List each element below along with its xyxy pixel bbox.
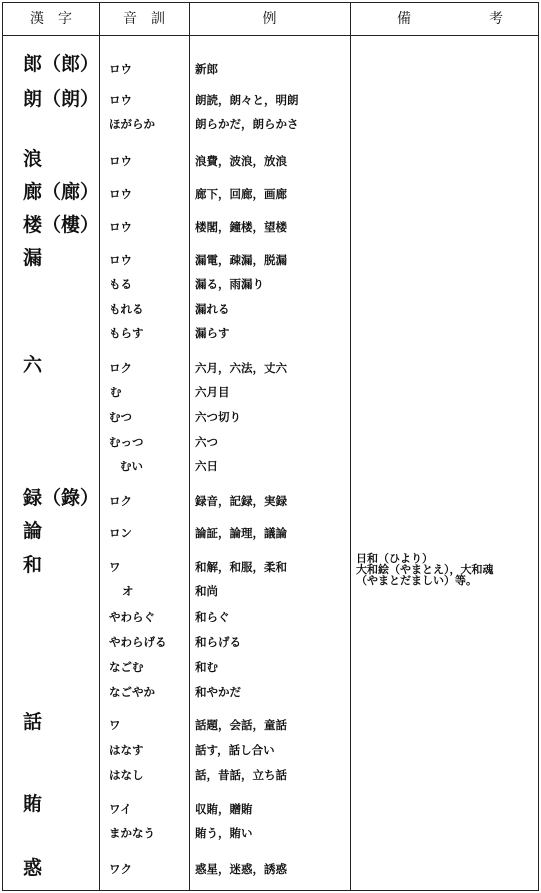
kanji-cell: 楼（樓） <box>23 214 100 236</box>
kanji-table <box>2 2 539 891</box>
example-cell: 話す，話し合い <box>195 743 275 757</box>
reading-cell: もれる <box>109 302 144 316</box>
reading-cell: はなし <box>109 768 144 782</box>
reading-cell: もらす <box>109 326 144 340</box>
example-cell: 賄う，賄い <box>195 826 253 840</box>
reading-cell: ロウ <box>109 187 132 201</box>
example-cell: 朗読，朗々と，明朗 <box>195 93 299 107</box>
kanji-cell: 録（錄） <box>23 487 100 509</box>
remarks-line: 日和（ひより） <box>356 552 433 565</box>
example-cell: 惑星，迷惑，誘惑 <box>195 862 287 876</box>
reading-cell: ロウ <box>109 253 132 267</box>
reading-cell: ロウ <box>109 220 132 234</box>
example-cell: 話，昔話，立ち話 <box>195 768 287 782</box>
example-cell: 漏らす <box>195 326 230 340</box>
column-divider <box>350 3 351 890</box>
example-cell: 新郎 <box>195 62 218 76</box>
remarks-line: 大和絵（やまとえ），大和魂 <box>356 563 494 576</box>
example-cell: 漏電，疎漏，脱漏 <box>195 253 287 267</box>
header-divider <box>3 35 538 36</box>
reading-cell: ワ <box>109 560 121 574</box>
example-cell: 六つ切り <box>195 410 241 424</box>
reading-cell: なごむ <box>109 660 144 674</box>
kanji-cell: 浪 <box>23 148 43 170</box>
reading-cell: ロウ <box>109 93 132 107</box>
reading-cell: やわらげる <box>109 635 167 649</box>
example-cell: 朗らかだ，朗らかさ <box>195 117 299 131</box>
header-onkun: 音 訓 <box>123 11 165 27</box>
example-cell: 和らぐ <box>195 610 230 624</box>
reading-cell: オ <box>122 584 134 598</box>
example-cell: 六月，六法，丈六 <box>195 361 287 375</box>
reading-cell: ロウ <box>109 154 132 168</box>
reading-cell: ワイ <box>109 802 132 816</box>
kanji-cell: 惑 <box>23 857 43 879</box>
example-cell: 楼閣，鐘楼，望楼 <box>195 220 287 234</box>
reading-cell: ワク <box>109 862 132 876</box>
kanji-cell: 論 <box>23 520 43 542</box>
example-cell: 和解，和服，柔和 <box>195 560 287 574</box>
kanji-cell: 廊（廊） <box>23 181 100 203</box>
example-cell: 論証，論理，議論 <box>195 526 287 540</box>
reading-cell: もる <box>109 277 132 291</box>
header-example: 例 <box>262 11 277 27</box>
example-cell: 浪費，波浪，放浪 <box>195 154 287 168</box>
reading-cell: ほがらか <box>109 117 155 131</box>
example-cell: 廊下，回廊，画廊 <box>195 187 287 201</box>
header-remarks-2: 考 <box>489 11 503 27</box>
column-divider <box>189 3 190 890</box>
example-cell: 収賄，贈賄 <box>195 802 253 816</box>
reading-cell: やわらぐ <box>109 610 155 624</box>
kanji-cell: 話 <box>23 711 43 733</box>
example-cell: 漏る，雨漏り <box>195 277 264 291</box>
example-cell: 和らげる <box>195 635 241 649</box>
kanji-cell: 郎（郎） <box>23 53 100 75</box>
kanji-cell: 六 <box>23 354 43 376</box>
remarks-wa <box>356 553 494 586</box>
kanji-cell: 朗（朗） <box>23 88 100 110</box>
column-divider <box>99 3 100 890</box>
reading-cell: むっつ <box>109 435 144 449</box>
example-cell: 六つ <box>195 435 218 449</box>
example-cell: 六日 <box>195 459 218 473</box>
example-cell: 六月目 <box>195 385 230 399</box>
reading-cell: はなす <box>109 743 144 757</box>
kanji-cell: 漏 <box>23 247 43 269</box>
reading-cell: ロウ <box>109 62 132 76</box>
kanji-cell: 和 <box>23 554 43 576</box>
reading-cell: む <box>110 385 122 399</box>
header-kanji: 漢 字 <box>30 11 72 27</box>
reading-cell: むい <box>120 459 143 473</box>
header-remarks-1: 備 <box>397 11 411 27</box>
reading-cell: ロン <box>109 526 132 540</box>
example-cell: 和尚 <box>195 584 218 598</box>
reading-cell: なごやか <box>109 685 155 699</box>
reading-cell: ワ <box>109 718 121 732</box>
reading-cell: ロク <box>109 494 132 508</box>
reading-cell: むつ <box>109 410 132 424</box>
reading-cell: まかなう <box>109 826 155 840</box>
example-cell: 録音，記録，実録 <box>195 494 287 508</box>
example-cell: 和む <box>195 660 218 674</box>
remarks-line: （やまとだましい）等。 <box>356 574 477 587</box>
reading-cell: ロク <box>109 361 132 375</box>
example-cell: 漏れる <box>195 302 230 316</box>
example-cell: 和やかだ <box>195 685 241 699</box>
kanji-cell: 賄 <box>23 793 43 815</box>
example-cell: 話題，会話，童話 <box>195 718 287 732</box>
